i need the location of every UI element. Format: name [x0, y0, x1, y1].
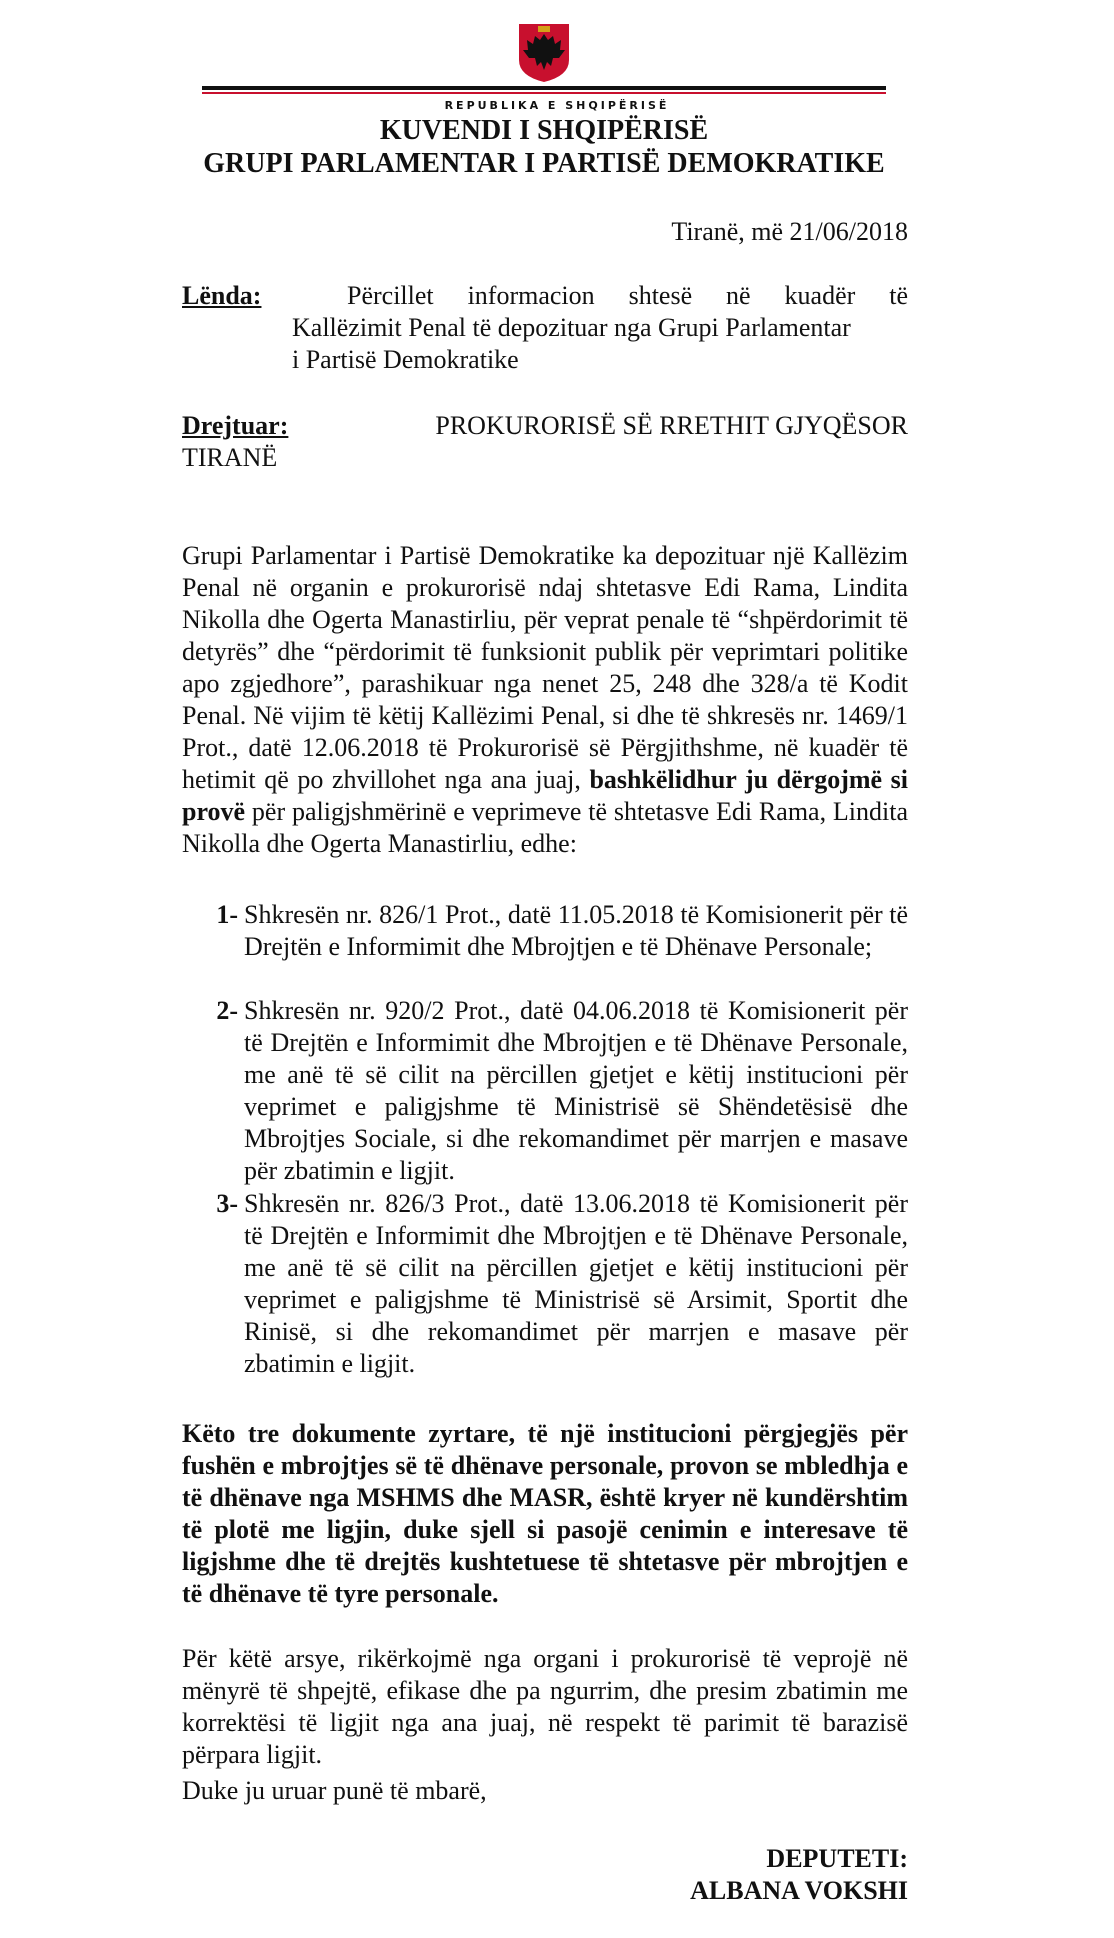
signature-name: ALBANA VOKSHI: [690, 1876, 908, 1905]
list-item-number: 3-: [216, 1189, 238, 1218]
header-rule: [202, 86, 886, 90]
document-date: Tiranë, më 21/06/2018: [671, 217, 908, 246]
paragraph-1-text: Grupi Parlamentar i Partisë Demokratike ka depozituar një Kallëzim Penal në organin e prokurorisë ndaj shtetasve Edi Rama, Lindita Nikolla dhe Ogerta Manastirliu, për veprat penale të “shpërdorimit të detyrës” dhe “përdorimit të funksionit publik për veprimtari politike apo zgjedhore”, parashikuar nga nenet 25, 248 dhe 328/a të Kodit Penal. Në vijim të këtij Kallëzimi Penal, si dhe të shkresës nr. 1469/1 Prot., datë 12.06.2018 të Prokurorisë së Përgjithshme, në kuadër të hetimit që po zhvillohet nga ana juaj,: [182, 541, 908, 794]
addressee-block: [182, 410, 908, 474]
subject-line-2: Kallëzimit Penal të depozituar nga Grupi Parlamentar: [292, 313, 851, 342]
list-item-text: Shkresën nr. 826/1 Prot., datë 11.05.2018 të Komisionerit për të Drejtën e Informimit dhe Mbrojtjen e të Dhënave Personale;: [244, 900, 908, 961]
subject-block: [182, 280, 908, 376]
subject-line-3: i Partisë Demokratike: [292, 345, 519, 374]
body-paragraph-1: [182, 540, 908, 860]
republic-label: REPUBLIKA E SHQIPËRISË: [444, 99, 670, 112]
signature-block: [182, 1843, 908, 1907]
albanian-eagle-emblem-icon: [515, 22, 573, 84]
group-title: GRUPI PARLAMENTAR I PARTISË DEMOKRATIKE: [203, 148, 885, 179]
assembly-title: KUVENDI I SHQIPËRISË: [379, 115, 709, 146]
list-item: [182, 1188, 908, 1380]
subject-line-1: Përcillet informacion shtesë në kuadër të: [347, 281, 908, 310]
addressee-text: PROKURORISË SË RRETHIT GJYQËSOR: [435, 411, 908, 440]
addressee-city: TIRANË: [182, 443, 278, 472]
list-item-text: Shkresën nr. 920/2 Prot., datë 04.06.2018 të Komisionerit për të Drejtën e Informimit dhe Mbrojtjen e të Dhënave Personale, me anë të së cilit na përcillen gjetjet e këtij institucioni për veprimet e paligjshme të Ministrisë së Shëndetësisë dhe Mbrojtjes Sociale, si dhe rekomandimet për marrjen e masave për zbatimin e ligjit.: [244, 996, 908, 1185]
addressee-label: Drejtuar:: [182, 411, 289, 440]
list-item: [182, 899, 908, 963]
paragraph-1-text-end: për paligjshmërinë e veprimeve të shtetasve Edi Rama, Lindita Nikolla dhe Ogerta Manastirliu, edhe:: [182, 797, 909, 858]
signature-title: DEPUTETI:: [766, 1844, 908, 1873]
list-item-text: Shkresën nr. 826/3 Prot., datë 13.06.2018 të Komisionerit për të Drejtën e Informimit dhe Mbrojtjen e të Dhënave Personale, me anë të së cilit na përcillen gjetjet e këtij institucioni për veprimet e paligjshme të Ministrisë së Arsimit, Sportit dhe Rinisë, si dhe rekomandimet për marrjen e masave për zbatimin e ligjit.: [244, 1189, 908, 1378]
body-paragraph-2: Këto tre dokumente zyrtare, të një institucioni përgjegjës për fushën e mbrojtjes së të dhënave personale, provon se mbledhja e të dhënave nga MSHMS dhe MASR, është kryer në kundërshtim të plotë me ligjin, duke sjell si pasojë cenimin e interesave të ligjshme dhe të drejtës kushtetuese të shtetasve për mbrojtjen e të dhënave të tyre personale.: [182, 1419, 908, 1608]
list-item-number: 2-: [216, 996, 238, 1025]
list-item: [182, 995, 908, 1187]
list-item-number: 1-: [216, 900, 238, 929]
paragraph-1-bold: bashkëlidhur ju dërgojmë si provë: [182, 765, 909, 826]
closing-regards: Duke ju uruar punë të mbarë,: [182, 1776, 487, 1805]
body-paragraph-3: Për këtë arsye, rikërkojmë nga organi i prokurorisë të veprojë në mënyrë të shpejtë, efikase dhe pa ngurrim, dhe presim zbatimin me korrektësi të ligjit nga ana juaj, në respekt të parimit të barazisë përpara ligjit.: [182, 1644, 908, 1769]
header-rule-red: [202, 92, 886, 94]
subject-label: Lënda:: [182, 281, 262, 310]
